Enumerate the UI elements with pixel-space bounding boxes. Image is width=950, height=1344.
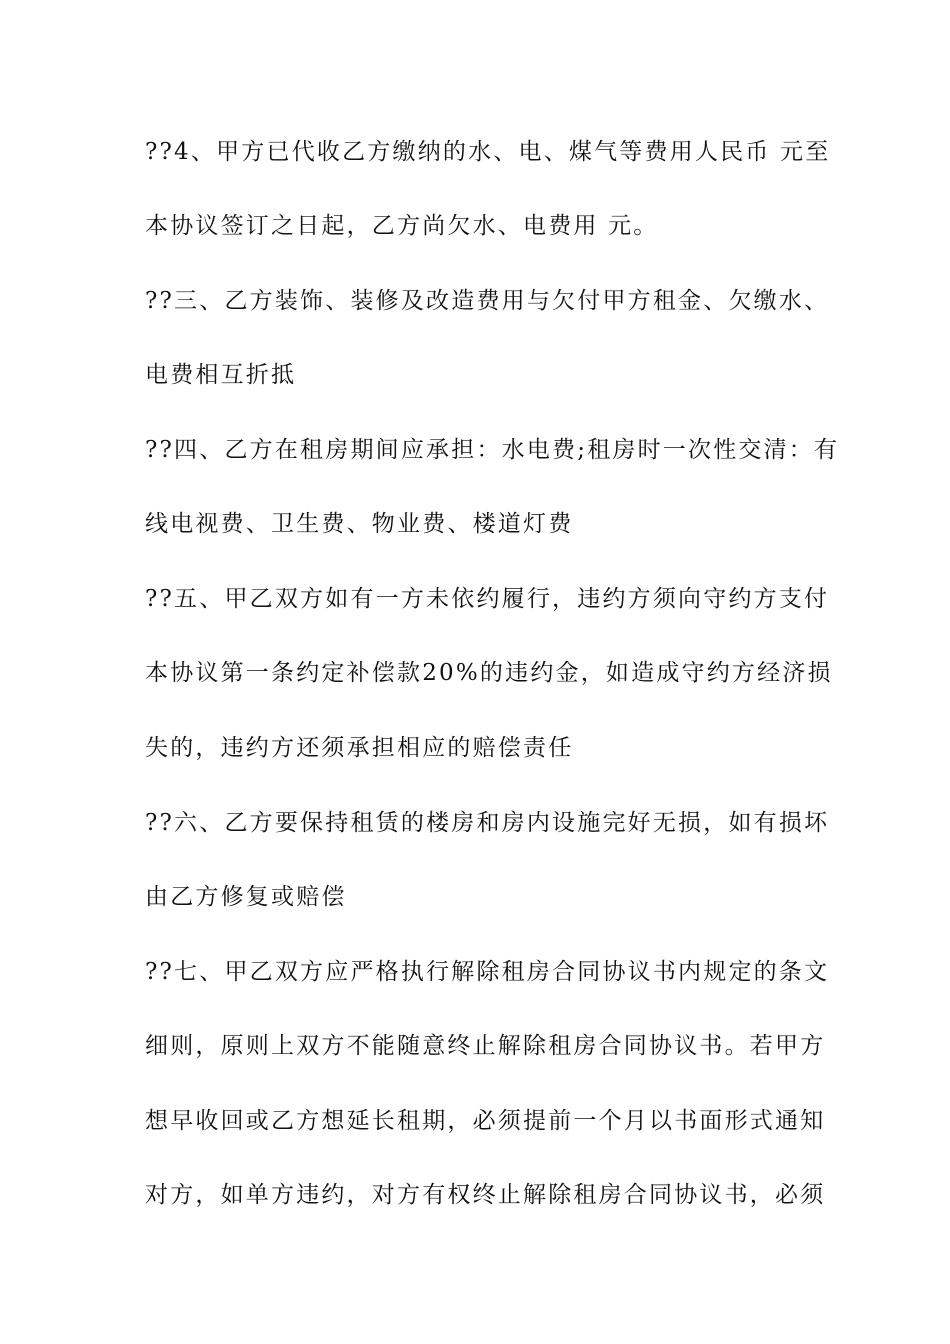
text-line: ??五、甲乙双方如有一方未依约履行，违约方须向守约方支付 xyxy=(145,586,830,612)
text-line: ??七、甲乙双方应严格执行解除租房合同协议书内规定的条文 xyxy=(145,959,830,985)
text-line: ??三、乙方装饰、装修及改造费用与欠付甲方租金、欠缴水、 xyxy=(145,288,830,314)
text-line: 细则，原则上双方不能随意终止解除租房合同协议书。若甲方 xyxy=(145,1033,826,1059)
text-line: 想早收回或乙方想延长租期，必须提前一个月以书面形式通知 xyxy=(145,1108,826,1134)
text-line: ??六、乙方要保持租赁的楼房和房内设施完好无损，如有损坏 xyxy=(145,810,830,836)
text-line: 本协议签订之日起，乙方尚欠水、电费用 元。 xyxy=(145,213,659,239)
text-line: ??4、甲方已代收乙方缴纳的水、电、煤气等费用人民币 元至 xyxy=(145,139,831,165)
text-line: ??四、乙方在租房期间应承担：水电费;租房时一次性交清：有 xyxy=(145,437,840,463)
text-line: 失的，违约方还须承担相应的赔偿责任 xyxy=(145,735,574,761)
text-line: 线电视费、卫生费、物业费、楼道灯费 xyxy=(145,511,574,537)
text-line: 本协议第一条约定补偿款20%的违约金，如造成守约方经济损 xyxy=(145,660,833,686)
text-line: 由乙方修复或赔偿 xyxy=(145,884,347,910)
text-line: 电费相互折抵 xyxy=(145,362,297,388)
text-line: 对方，如单方违约，对方有权终止解除租房合同协议书，必须 xyxy=(145,1182,826,1208)
